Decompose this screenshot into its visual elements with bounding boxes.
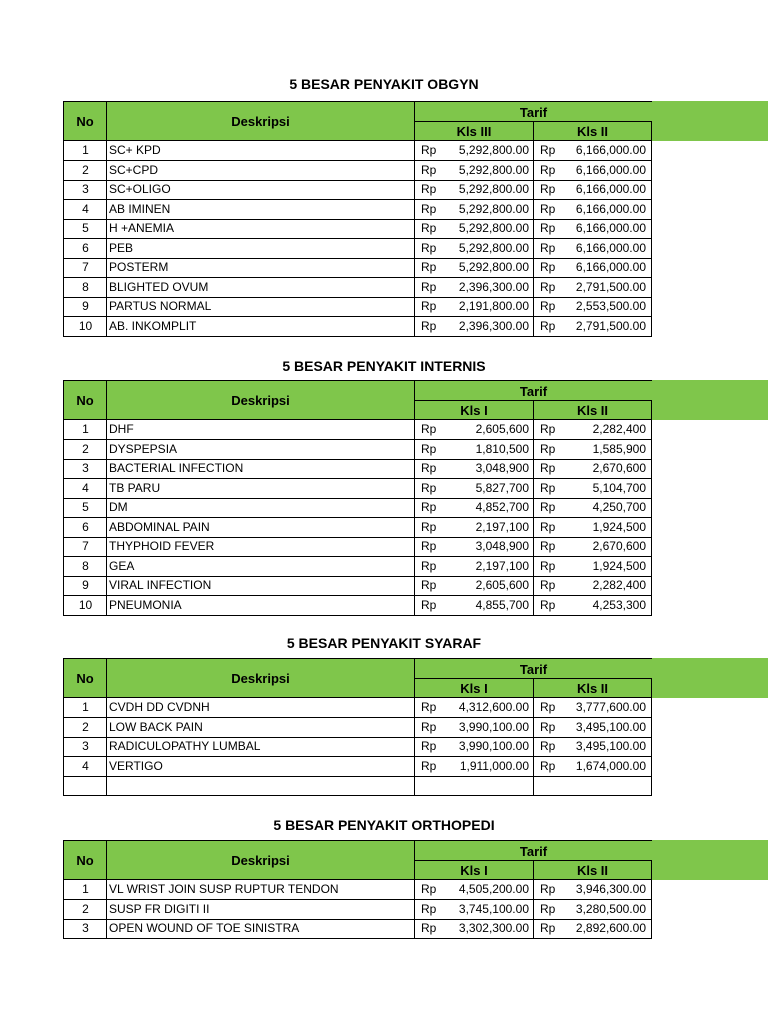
table-row bbox=[63, 737, 652, 757]
tarif-class-2-cell bbox=[533, 479, 652, 499]
header-class-2: Kls II bbox=[533, 860, 652, 880]
row-description: SC+CPD bbox=[106, 161, 415, 181]
currency-label: Rp bbox=[421, 558, 437, 573]
row-number: 3 bbox=[63, 737, 107, 757]
currency-label: Rp bbox=[540, 539, 556, 553]
section-title: 5 BESAR PENYAKIT INTERNIS bbox=[282, 358, 486, 374]
row-description: DHF bbox=[106, 420, 415, 440]
currency-label: Rp bbox=[421, 201, 437, 216]
currency-label: Rp bbox=[540, 221, 556, 235]
tarif-class-1-cell bbox=[414, 776, 534, 796]
tarif-amount: 2,670,600 bbox=[592, 539, 646, 553]
header-deskripsi: Deskripsi bbox=[106, 101, 415, 141]
currency-label: Rp bbox=[540, 201, 556, 216]
currency-label: Rp bbox=[421, 480, 437, 495]
tarif-class-1-cell bbox=[414, 880, 534, 900]
tarif-amount: 2,197,100 bbox=[475, 519, 529, 534]
row-number: 5 bbox=[63, 219, 107, 239]
tarif-class-1-cell bbox=[414, 317, 534, 337]
tarif-amount: 3,990,100.00 bbox=[458, 739, 529, 753]
currency-label: Rp bbox=[421, 279, 437, 294]
tarif-amount: 5,292,800.00 bbox=[458, 260, 529, 274]
tarif-amount: 4,852,700 bbox=[475, 500, 529, 514]
tarif-amount: 3,990,100.00 bbox=[458, 719, 529, 734]
tarif-class-1-cell bbox=[414, 459, 534, 479]
tarif-class-1-cell bbox=[414, 718, 534, 738]
tarif-class-1-cell bbox=[414, 161, 534, 181]
tarif-class-2-cell bbox=[533, 880, 652, 900]
currency-label: Rp bbox=[540, 279, 556, 294]
currency-label: Rp bbox=[421, 461, 437, 475]
tarif-class-2-cell bbox=[533, 737, 652, 757]
header-class-2: Kls II bbox=[533, 400, 652, 420]
currency-label: Rp bbox=[540, 441, 556, 456]
tarif-class-1-cell bbox=[414, 557, 534, 577]
currency-label: Rp bbox=[540, 500, 556, 514]
header-deskripsi: Deskripsi bbox=[106, 840, 415, 880]
tarif-class-2-cell bbox=[533, 900, 652, 920]
currency-label: Rp bbox=[421, 299, 437, 313]
tarif-amount: 5,292,800.00 bbox=[458, 221, 529, 235]
row-number: 5 bbox=[63, 498, 107, 518]
row-description: VERTIGO bbox=[106, 757, 415, 777]
currency-label: Rp bbox=[540, 882, 556, 896]
row-number bbox=[63, 776, 107, 796]
tarif-amount: 3,280,500.00 bbox=[575, 901, 646, 916]
row-number: 6 bbox=[63, 239, 107, 259]
row-description: SC+ KPD bbox=[106, 141, 415, 161]
tarif-amount: 2,396,300.00 bbox=[458, 279, 529, 294]
tarif-class-1-cell bbox=[414, 297, 534, 317]
tarif-class-2-cell bbox=[533, 537, 652, 557]
tarif-class-2-cell bbox=[533, 141, 652, 161]
row-description: PEB bbox=[106, 239, 415, 259]
table-row bbox=[63, 518, 652, 538]
tarif-amount: 3,777,600.00 bbox=[575, 700, 646, 714]
tarif-amount: 6,166,000.00 bbox=[575, 221, 646, 235]
currency-label: Rp bbox=[540, 597, 556, 612]
tarif-class-1-cell bbox=[414, 900, 534, 920]
row-description: SUSP FR DIGITI II bbox=[106, 900, 415, 920]
tarif-class-1-cell bbox=[414, 200, 534, 220]
table-row bbox=[63, 200, 652, 220]
header-tarif: Tarif bbox=[414, 840, 652, 861]
tarif-class-2-cell bbox=[533, 698, 652, 718]
currency-label: Rp bbox=[540, 461, 556, 475]
tarif-class-2-cell bbox=[533, 161, 652, 181]
tarif-class-2-cell bbox=[533, 718, 652, 738]
currency-label: Rp bbox=[540, 758, 556, 773]
table-row bbox=[63, 698, 652, 718]
tarif-amount: 3,302,300.00 bbox=[458, 921, 529, 935]
row-description: POSTERM bbox=[106, 258, 415, 278]
row-number: 8 bbox=[63, 557, 107, 577]
row-description: PNEUMONIA bbox=[106, 596, 415, 616]
currency-label: Rp bbox=[421, 921, 437, 935]
tarif-amount: 2,605,600 bbox=[475, 422, 529, 436]
tarif-class-2-cell bbox=[533, 498, 652, 518]
row-description: THYPHOID FEVER bbox=[106, 537, 415, 557]
row-number: 2 bbox=[63, 440, 107, 460]
header-tarif: Tarif bbox=[414, 101, 652, 122]
currency-label: Rp bbox=[540, 519, 556, 534]
row-description: LOW BACK PAIN bbox=[106, 718, 415, 738]
tarif-amount: 6,166,000.00 bbox=[575, 201, 646, 216]
currency-label: Rp bbox=[421, 719, 437, 734]
tarif-amount: 4,312,600.00 bbox=[458, 700, 529, 714]
tarif-class-1-cell bbox=[414, 219, 534, 239]
tarif-amount: 1,924,500 bbox=[592, 519, 646, 534]
tarif-amount: 1,585,900 bbox=[592, 441, 646, 456]
table-row bbox=[63, 278, 652, 298]
tarif-amount: 5,292,800.00 bbox=[458, 240, 529, 255]
tarif-class-1-cell bbox=[414, 498, 534, 518]
tarif-amount: 1,911,000.00 bbox=[459, 758, 529, 773]
row-number: 8 bbox=[63, 278, 107, 298]
tarif-class-2-cell bbox=[533, 776, 652, 796]
tarif-class-1-cell bbox=[414, 239, 534, 259]
row-description: SC+OLIGO bbox=[106, 180, 415, 200]
row-number: 3 bbox=[63, 919, 107, 939]
tarif-amount: 4,250,700 bbox=[592, 500, 646, 514]
currency-label: Rp bbox=[421, 260, 437, 274]
currency-label: Rp bbox=[421, 318, 437, 333]
currency-label: Rp bbox=[421, 221, 437, 235]
tarif-class-1-cell bbox=[414, 479, 534, 499]
row-description: OPEN WOUND OF TOE SINISTRA bbox=[106, 919, 415, 939]
tarif-amount: 2,791,500.00 bbox=[575, 279, 646, 294]
header-class-2: Kls II bbox=[533, 121, 652, 141]
tarif-amount: 2,791,500.00 bbox=[575, 318, 646, 333]
currency-label: Rp bbox=[540, 558, 556, 573]
tarif-class-2-cell bbox=[533, 576, 652, 596]
tarif-class-2-cell bbox=[533, 278, 652, 298]
tarif-class-1-cell bbox=[414, 518, 534, 538]
table-row bbox=[63, 880, 652, 900]
tarif-amount: 2,670,600 bbox=[592, 461, 646, 475]
table-row bbox=[63, 576, 652, 596]
tarif-class-2-cell bbox=[533, 557, 652, 577]
tarif-class-2-cell bbox=[533, 200, 652, 220]
currency-label: Rp bbox=[540, 143, 556, 157]
tarif-amount: 1,674,000.00 bbox=[575, 758, 646, 773]
row-description: AB. INKOMPLIT bbox=[106, 317, 415, 337]
currency-label: Rp bbox=[421, 441, 437, 456]
tarif-amount: 5,827,700 bbox=[475, 480, 529, 495]
currency-label: Rp bbox=[421, 739, 437, 753]
row-number: 2 bbox=[63, 718, 107, 738]
header-tarif: Tarif bbox=[414, 380, 652, 401]
tarif-amount: 3,745,100.00 bbox=[458, 901, 529, 916]
row-description: RADICULOPATHY LUMBAL bbox=[106, 737, 415, 757]
row-number: 10 bbox=[63, 596, 107, 616]
currency-label: Rp bbox=[421, 182, 437, 196]
currency-label: Rp bbox=[540, 921, 556, 935]
tarif-amount: 2,191,800.00 bbox=[458, 299, 529, 313]
row-number: 7 bbox=[63, 258, 107, 278]
tarif-class-2-cell bbox=[533, 518, 652, 538]
row-number: 2 bbox=[63, 161, 107, 181]
table-row bbox=[63, 596, 652, 616]
tarif-amount: 5,104,700 bbox=[592, 480, 646, 495]
tarif-class-1-cell bbox=[414, 141, 534, 161]
header-class-1: Kls I bbox=[414, 678, 534, 698]
currency-label: Rp bbox=[540, 182, 556, 196]
row-number: 1 bbox=[63, 141, 107, 161]
currency-label: Rp bbox=[540, 422, 556, 436]
tarif-amount: 6,166,000.00 bbox=[575, 260, 646, 274]
row-description: GEA bbox=[106, 557, 415, 577]
tarif-amount: 2,197,100 bbox=[475, 558, 529, 573]
tarif-class-1-cell bbox=[414, 278, 534, 298]
tarif-amount: 5,292,800.00 bbox=[458, 143, 529, 157]
currency-label: Rp bbox=[540, 162, 556, 177]
header-no: No bbox=[63, 101, 107, 141]
row-number: 10 bbox=[63, 317, 107, 337]
currency-label: Rp bbox=[421, 519, 437, 534]
currency-label: Rp bbox=[540, 299, 556, 313]
row-description: BACTERIAL INFECTION bbox=[106, 459, 415, 479]
currency-label: Rp bbox=[540, 901, 556, 916]
currency-label: Rp bbox=[540, 578, 556, 592]
tarif-amount: 1,924,500 bbox=[592, 558, 646, 573]
tarif-class-1-cell bbox=[414, 919, 534, 939]
currency-label: Rp bbox=[540, 739, 556, 753]
table-row bbox=[63, 440, 652, 460]
tarif-amount: 4,505,200.00 bbox=[458, 882, 529, 896]
tarif-class-1-cell bbox=[414, 596, 534, 616]
row-number: 9 bbox=[63, 297, 107, 317]
table-row bbox=[63, 258, 652, 278]
table-row bbox=[63, 718, 652, 738]
header-class-1: Kls I bbox=[414, 400, 534, 420]
table-row bbox=[63, 161, 652, 181]
table-row bbox=[63, 776, 652, 796]
row-description: ABDOMINAL PAIN bbox=[106, 518, 415, 538]
currency-label: Rp bbox=[421, 758, 437, 773]
row-number: 1 bbox=[63, 880, 107, 900]
row-number: 1 bbox=[63, 420, 107, 440]
tarif-amount: 2,282,400 bbox=[592, 422, 646, 436]
tarif-amount: 4,855,700 bbox=[475, 597, 529, 612]
tarif-amount: 3,048,900 bbox=[475, 539, 529, 553]
table-row bbox=[63, 239, 652, 259]
section-title: 5 BESAR PENYAKIT SYARAF bbox=[286, 635, 482, 651]
tarif-class-1-cell bbox=[414, 440, 534, 460]
tarif-amount: 6,166,000.00 bbox=[575, 182, 646, 196]
currency-label: Rp bbox=[421, 539, 437, 553]
row-description: VIRAL INFECTION bbox=[106, 576, 415, 596]
table-row bbox=[63, 900, 652, 920]
currency-label: Rp bbox=[421, 578, 437, 592]
table-row bbox=[63, 297, 652, 317]
tarif-amount: 4,253,300 bbox=[592, 597, 646, 612]
tarif-class-1-cell bbox=[414, 698, 534, 718]
tarif-class-1-cell bbox=[414, 757, 534, 777]
currency-label: Rp bbox=[421, 162, 437, 177]
tarif-amount: 6,166,000.00 bbox=[575, 143, 646, 157]
tarif-amount: 3,946,300.00 bbox=[575, 882, 646, 896]
currency-label: Rp bbox=[421, 700, 437, 714]
tarif-amount: 2,892,600.00 bbox=[575, 921, 646, 935]
tarif-amount: 3,495,100.00 bbox=[575, 739, 646, 753]
tarif-class-1-cell bbox=[414, 576, 534, 596]
tarif-amount: 6,166,000.00 bbox=[575, 240, 646, 255]
table-row bbox=[63, 141, 652, 161]
row-number: 6 bbox=[63, 518, 107, 538]
section-title: 5 BESAR PENYAKIT ORTHOPEDI bbox=[273, 817, 495, 833]
row-number: 2 bbox=[63, 900, 107, 920]
currency-label: Rp bbox=[540, 260, 556, 274]
table-row bbox=[63, 757, 652, 777]
row-description: DM bbox=[106, 498, 415, 518]
tarif-class-2-cell bbox=[533, 180, 652, 200]
currency-label: Rp bbox=[421, 882, 437, 896]
tarif-amount: 2,282,400 bbox=[592, 578, 646, 592]
row-description: AB IMINEN bbox=[106, 200, 415, 220]
table-row bbox=[63, 498, 652, 518]
currency-label: Rp bbox=[540, 318, 556, 333]
tarif-amount: 1,810,500 bbox=[475, 441, 529, 456]
tarif-class-2-cell bbox=[533, 596, 652, 616]
tarif-class-1-cell bbox=[414, 180, 534, 200]
header-class-2: Kls II bbox=[533, 678, 652, 698]
header-deskripsi: Deskripsi bbox=[106, 658, 415, 698]
tarif-class-1-cell bbox=[414, 258, 534, 278]
tarif-amount: 3,048,900 bbox=[475, 461, 529, 475]
table-row bbox=[63, 459, 652, 479]
tarif-class-2-cell bbox=[533, 239, 652, 259]
tarif-class-2-cell bbox=[533, 258, 652, 278]
table-row bbox=[63, 537, 652, 557]
table-row bbox=[63, 919, 652, 939]
currency-label: Rp bbox=[421, 422, 437, 436]
header-no: No bbox=[63, 380, 107, 420]
tarif-class-2-cell bbox=[533, 297, 652, 317]
table-row bbox=[63, 420, 652, 440]
tarif-class-1-cell bbox=[414, 737, 534, 757]
header-tarif: Tarif bbox=[414, 658, 652, 679]
table-row bbox=[63, 180, 652, 200]
currency-label: Rp bbox=[540, 240, 556, 255]
tarif-amount: 5,292,800.00 bbox=[458, 201, 529, 216]
row-number: 3 bbox=[63, 459, 107, 479]
currency-label: Rp bbox=[540, 480, 556, 495]
row-description: TB PARU bbox=[106, 479, 415, 499]
header-class-1: Kls I bbox=[414, 860, 534, 880]
row-description: PARTUS NORMAL bbox=[106, 297, 415, 317]
section-title: 5 BESAR PENYAKIT OBGYN bbox=[289, 76, 479, 92]
tarif-amount: 6,166,000.00 bbox=[575, 162, 646, 177]
tarif-amount: 5,292,800.00 bbox=[458, 182, 529, 196]
row-description: CVDH DD CVDNH bbox=[106, 698, 415, 718]
tarif-class-2-cell bbox=[533, 459, 652, 479]
row-description bbox=[106, 776, 415, 796]
row-description: BLIGHTED OVUM bbox=[106, 278, 415, 298]
currency-label: Rp bbox=[540, 719, 556, 734]
tarif-class-2-cell bbox=[533, 219, 652, 239]
row-number: 7 bbox=[63, 537, 107, 557]
currency-label: Rp bbox=[421, 901, 437, 916]
tarif-class-2-cell bbox=[533, 420, 652, 440]
header-no: No bbox=[63, 840, 107, 880]
header-no: No bbox=[63, 658, 107, 698]
row-description: DYSPEPSIA bbox=[106, 440, 415, 460]
header-class-1: Kls III bbox=[414, 121, 534, 141]
tarif-class-2-cell bbox=[533, 440, 652, 460]
currency-label: Rp bbox=[421, 240, 437, 255]
tarif-amount: 5,292,800.00 bbox=[458, 162, 529, 177]
row-number: 4 bbox=[63, 757, 107, 777]
row-description: VL WRIST JOIN SUSP RUPTUR TENDON bbox=[106, 880, 415, 900]
row-description: H +ANEMIA bbox=[106, 219, 415, 239]
currency-label: Rp bbox=[421, 597, 437, 612]
table-row bbox=[63, 317, 652, 337]
currency-label: Rp bbox=[421, 500, 437, 514]
tarif-class-2-cell bbox=[533, 317, 652, 337]
row-number: 4 bbox=[63, 200, 107, 220]
tarif-amount: 3,495,100.00 bbox=[575, 719, 646, 734]
row-number: 3 bbox=[63, 180, 107, 200]
tarif-amount: 2,396,300.00 bbox=[458, 318, 529, 333]
tarif-class-2-cell bbox=[533, 757, 652, 777]
header-deskripsi: Deskripsi bbox=[106, 380, 415, 420]
table-row bbox=[63, 219, 652, 239]
currency-label: Rp bbox=[421, 143, 437, 157]
row-number: 9 bbox=[63, 576, 107, 596]
tarif-class-2-cell bbox=[533, 919, 652, 939]
tarif-amount: 2,553,500.00 bbox=[575, 299, 646, 313]
table-row bbox=[63, 557, 652, 577]
row-number: 1 bbox=[63, 698, 107, 718]
tarif-class-1-cell bbox=[414, 420, 534, 440]
table-row bbox=[63, 479, 652, 499]
tarif-amount: 2,605,600 bbox=[475, 578, 529, 592]
row-number: 4 bbox=[63, 479, 107, 499]
currency-label: Rp bbox=[540, 700, 556, 714]
tarif-class-1-cell bbox=[414, 537, 534, 557]
